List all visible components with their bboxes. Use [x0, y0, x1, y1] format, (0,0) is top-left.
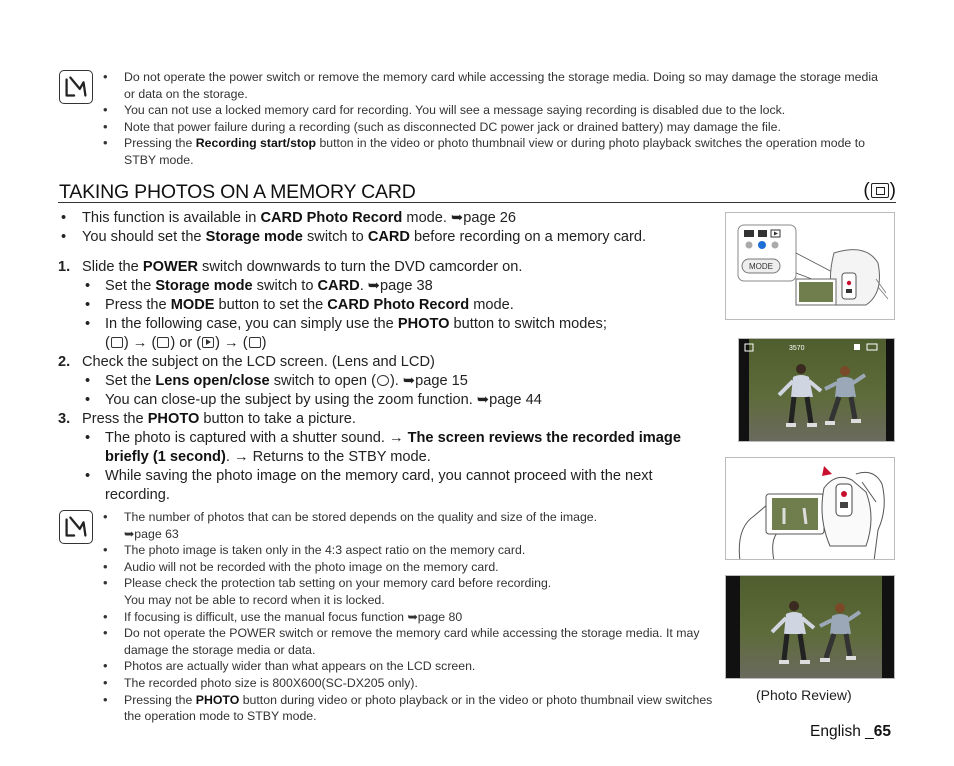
- list-item: • Pressing the PHOTO button during video or photo playback or in the video or photo thumbnail view switches the operation mode to STBY mode.: [100, 692, 718, 725]
- list-item: • Do not operate the POWER switch or remove the memory card while accessing the storage media. It may damage the storage media or data.: [100, 625, 718, 658]
- list-item: • You can not use a locked memory card for recording. You will see a message saying recording is disabled due to the lock.: [100, 102, 890, 119]
- note-icon: [59, 510, 93, 544]
- top-note-list: [100, 69, 890, 169]
- page-footer: English _65: [810, 723, 892, 740]
- pointer-arrow-icon: [822, 466, 832, 476]
- figure-caption: (Photo Review): [756, 687, 852, 703]
- mode-button-label: MODE: [749, 262, 773, 271]
- list-item: • The recorded photo size is 800X600(SC-DX205 only).: [100, 675, 718, 692]
- step-3: 3. Press the PHOTO button to take a picture.: [58, 411, 356, 427]
- page-ref: ➥page 44: [476, 392, 542, 408]
- step-1-sub: • Press the MODE button to set the CARD Photo Record mode.: [58, 296, 718, 315]
- section-title: TAKING PHOTOS ON A MEMORY CARD: [59, 181, 416, 203]
- list-item: • Photos are actually wider than what appears on the LCD screen.: [100, 658, 718, 675]
- intro-bullet: • This function is available in CARD Photo Record mode. ➥page 26: [58, 209, 718, 228]
- photo-review-image: [725, 575, 895, 679]
- note-icon: [59, 70, 93, 104]
- bottom-note-list: [100, 509, 718, 725]
- lens-open-icon: [377, 375, 389, 386]
- video-mode-icon: [744, 230, 754, 237]
- list-item: • The number of photos that can be stored depends on the quality and size of the image. ➥page 63: [100, 509, 718, 542]
- step-3-sub: • While saving the photo image on the memory card, you cannot proceed with the next recording.: [58, 467, 718, 505]
- list-item: • The photo image is taken only in the 4:3 aspect ratio on the memory card.: [100, 542, 718, 559]
- intro-bullet: • You should set the Storage mode switch to CARD before recording on a memory card.: [58, 228, 718, 247]
- page-ref: ➥page 26: [451, 210, 517, 226]
- list-item: • Note that power failure during a recording (such as disconnected DC power jack or drained battery) may damage the file.: [100, 119, 890, 136]
- step-2-sub: • You can close-up the subject by using the zoom function. ➥page 44: [58, 391, 718, 410]
- photo-card-icon: [249, 337, 261, 348]
- list-item: • Please check the protection tab setting on your memory card before recording. You may not be able to record when it is locked.: [100, 575, 718, 608]
- list-item: • Do not operate the power switch or remove the memory card while accessing the storage media. Doing so may damage the storage media or data on the storage.: [100, 69, 890, 102]
- lcd-skaters-photo: [738, 338, 895, 442]
- step-1-sub: • In the following case, you can simply use the PHOTO button to switch modes;: [58, 315, 718, 334]
- mode-sequence: ( ) → ( ) or ( ) → ( ): [105, 335, 267, 351]
- photo-counter: 3570: [789, 345, 805, 352]
- card-photo-mode-icon: ( ): [863, 180, 896, 201]
- section-header: [58, 180, 896, 203]
- main-content: [58, 209, 718, 505]
- page-ref: ➥page 80: [407, 609, 463, 624]
- video-card-icon: [111, 337, 123, 348]
- page-number: 65: [873, 723, 892, 740]
- camcorder-mode-illustration: [725, 212, 895, 320]
- playback-icon: [202, 337, 214, 348]
- photo-card-icon: [157, 337, 169, 348]
- photo-button: [841, 491, 847, 497]
- step-3-sub: • The photo is captured with a shutter sound. → The screen reviews the recorded image briefly (1 second). → Returns to the STBY mode.: [58, 429, 718, 467]
- page-ref: ➥page 15: [402, 373, 468, 389]
- page-ref: ➥page 38: [367, 278, 433, 294]
- list-item: • If focusing is difficult, use the manual focus function ➥page 80: [100, 609, 718, 626]
- step-1: 1. Slide the POWER switch downwards to turn the DVD camcorder on.: [58, 259, 523, 275]
- camera-mode-icon: [758, 230, 767, 237]
- press-photo-button-illustration: [725, 457, 895, 560]
- step-1-sub: • Set the Storage mode switch to CARD. ➥page 38: [58, 277, 718, 296]
- list-item: • Audio will not be recorded with the photo image on the memory card.: [100, 559, 718, 576]
- step-2: 2. Check the subject on the LCD screen. (Lens and LCD): [58, 354, 435, 370]
- page-ref: ➥page 63: [124, 526, 179, 541]
- list-item: • Pressing the Recording start/stop button in the video or photo thumbnail view or during photo playback switches the operation mode to STBY mode.: [100, 135, 890, 168]
- card-icon: [854, 344, 860, 350]
- step-2-sub: • Set the Lens open/close switch to open ( ). ➥page 15: [58, 372, 718, 391]
